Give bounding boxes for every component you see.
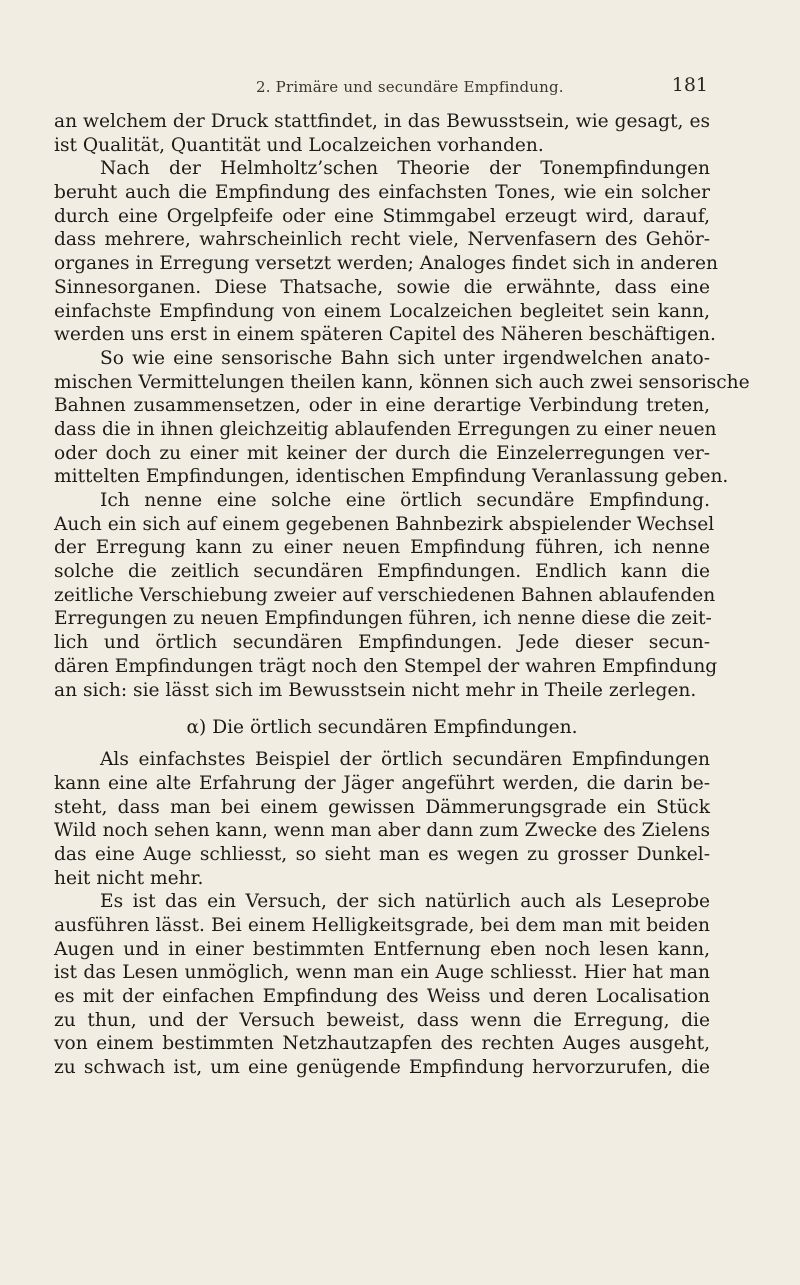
text-line: Erregungen zu neuen Empfindungen führen, ich nenne diese die zeit- [54, 608, 712, 630]
text-line: zu schwach ist, um eine genügende Empfindung hervorzurufen, die [54, 1057, 710, 1079]
text-line: organes in Erregung versetzt werden; Analoges findet sich in anderen [54, 253, 718, 275]
text-line: steht, dass man bei einem gewissen Dämmerungsgrade ein Stück [54, 796, 710, 818]
text-line: Ich nenne eine solche eine örtlich secundäre Empfindung. [100, 490, 710, 511]
text-line: der Erregung kann zu einer neuen Empfindung führen, ich nenne [54, 537, 710, 559]
text-line: lich und örtlich secundären Empfindungen. Jede dieser secun- [54, 632, 710, 654]
text-line: zeitliche Verschiebung zweier auf verschiedenen Bahnen ablaufenden [54, 584, 716, 606]
text-line: Als einfachstes Beispiel der örtlich secundären Empfindungen [100, 749, 710, 771]
text-line: Augen und in einer bestimmten Entfernung eben noch lesen kann, [54, 938, 710, 960]
text-line: Nach der Helmholtz’schen Theorie der Tonempfindungen [100, 158, 710, 180]
text-line: durch eine Orgelpfeife oder eine Stimmgabel erzeugt wird, darauf, [54, 205, 710, 227]
text-line: heit nicht mehr. [54, 867, 204, 889]
text-line: zu thun, und der Versuch beweist, dass wenn die Erregung, die [54, 1009, 710, 1031]
text-line: mittelten Empfindungen, identischen Empfindung Veranlassung geben. [54, 466, 729, 488]
body-text [54, 110, 750, 1080]
text-line: Wild noch sehen kann, wenn man aber dann zum Zwecke des Zielens [54, 820, 710, 842]
text-line: beruht auch die Empfindung des einfachsten Tones, wie ein solcher [54, 182, 710, 204]
section-heading: α) Die örtlich secundären Empfindungen. [186, 717, 578, 739]
text-line: dass mehrere, wahrscheinlich recht viele, Nervenfasern des Gehör- [54, 229, 710, 251]
text-line: mischen Vermittelungen theilen kann, können sich auch zwei sensorische [54, 371, 750, 393]
text-line: von einem bestimmten Netzhautzapfen des rechten Auges ausgeht, [54, 1033, 710, 1055]
text-line: ist das Lesen unmöglich, wenn man ein Auge schliesst. Hier hat man [54, 962, 710, 984]
text-line: an sich: sie lässt sich im Bewusstsein nicht mehr in Theile zerlegen. [54, 679, 697, 701]
text-line: ist Qualität, Quantität und Localzeichen vorhanden. [54, 134, 544, 156]
page-number: 181 [671, 74, 708, 96]
paragraph-block-1 [54, 110, 750, 702]
text-line: Bahnen zusammensetzen, oder in eine derartige Verbindung treten, [54, 395, 710, 417]
text-line: oder doch zu einer mit keiner der durch die Einzelerregungen ver- [54, 442, 710, 464]
text-line: einfachste Empfindung von einem Localzeichen begleitet sein kann, [54, 300, 710, 322]
text-line: Auch ein sich auf einem gegebenen Bahnbezirk abspielender Wechsel [54, 513, 715, 535]
text-line: So wie eine sensorische Bahn sich unter irgendwelchen anato- [100, 347, 710, 369]
spacer [54, 702, 710, 716]
text-line: es mit der einfachen Empfindung des Weiss und deren Localisation [54, 986, 710, 1008]
running-title: 2. Primäre und secundäre Empfindung. [256, 78, 564, 96]
text-line: ausführen lässt. Bei einem Helligkeitsgrade, bei dem man mit beiden [54, 915, 710, 936]
text-line: an welchem der Druck stattfindet, in das Bewusstsein, wie gesagt, es [54, 111, 710, 132]
paragraph-block-2 [54, 748, 710, 1080]
text-line: das eine Auge schliesst, so sieht man es wegen zu grosser Dunkel- [54, 843, 710, 865]
text-line: Sinnesorganen. Diese Thatsache, sowie die erwähnte, dass eine [54, 276, 710, 298]
text-line: kann eine alte Erfahrung der Jäger angeführt werden, die darin be- [54, 772, 710, 794]
text-line: dären Empfindungen trägt noch den Stempel der wahren Empfindung [54, 655, 718, 677]
text-line: werden uns erst in einem späteren Capitel des Näheren beschäftigen. [54, 324, 716, 346]
text-line: solche die zeitlich secundären Empfindungen. Endlich kann die [54, 561, 710, 583]
running-head [86, 74, 710, 102]
text-line: Es ist das ein Versuch, der sich natürlich auch als Leseprobe [100, 891, 710, 913]
text-line: dass die in ihnen gleichzeitig ablaufenden Erregungen zu einer neuen [54, 418, 717, 440]
